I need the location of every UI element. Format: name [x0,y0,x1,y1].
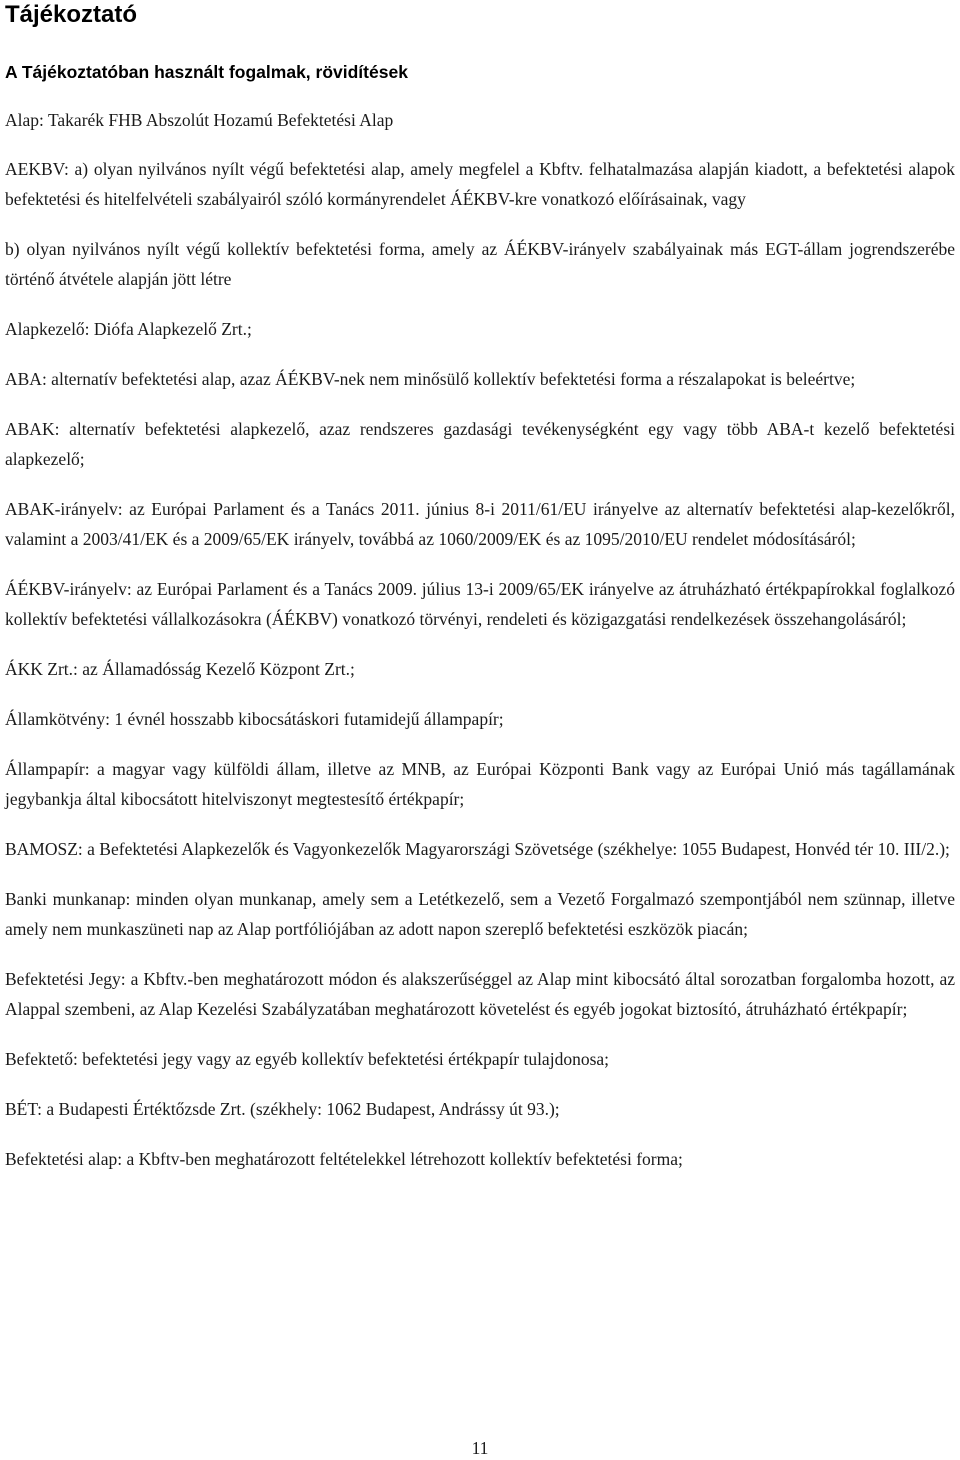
definition-banki-munkanap: Banki munkanap: minden olyan munkanap, amely sem a Letétkezelő, sem a Vezető Forgalmazó szempontjából nem szünnap, illetve amely nem munkaszüneti nap az Alap portfóliójában az adott napon szereplő befektetési eszközök piacán; [5,889,955,939]
definition-aekbv-b: b) olyan nyilvános nyílt végű kollektív befektetési forma, amely az ÁÉKBV-irányelv szabályainak más EGT-állam jogrendszerébe történő átvétele alapján jött létre [5,239,955,289]
definition-allamkotveny: Államkötvény: 1 évnél hosszabb kibocsátáskori futamidejű állampapír; [5,709,504,729]
definition-befekteto: Befektető: befektetési jegy vagy az egyéb kollektív befektetési értékpapír tulajdonosa; [5,1049,610,1069]
document-title: Tájékoztató [5,1,138,28]
page-number: 11 [471,1438,489,1458]
definition-aekbv: AEKBV: a) olyan nyilvános nyílt végű befektetési alap, amely megfelel a Kbftv. felhatalmazása alapján kiadott, a befektetési alapok befektetési és hitelfelvételi szabályairól szóló kormányrendelet ÁÉKBV-kre vonatkozó előírásainak, vagy [5,159,955,209]
definition-alapkezelo: Alapkezelő: Diófa Alapkezelő Zrt.; [5,319,252,339]
definition-abak-iranyelv: ABAK-irányelv: az Európai Parlament és a Tanács 2011. június 8-i 2011/61/EU irányelve az alternatív befektetési alap-kezelőkről, valamint a 2003/41/EK és a 2009/65/EK irányelv, továbbá az 1060/2009/EK és az 1095/2010/EU rendelet módosításáról; [5,499,955,549]
definition-befektetesi-jegy: Befektetési Jegy: a Kbftv.-ben meghatározott módon és alakszerűséggel az Alap mint kibocsátó által sorozatban forgalomba hozott, az Alappal szembeni, az Alap Kezelési Szabályzatában meghatározott követelést és egyéb jogokat biztosító, átruházható értékpapír; [5,969,955,1019]
document-page [5,0,955,1174]
definition-abak: ABAK: alternatív befektetési alapkezelő, azaz rendszeres gazdasági tevékenységként egy vagy több ABA-t kezelő befektetési alapkezelő; [5,419,955,469]
definition-bet: BÉT: a Budapesti Értéktőzsde Zrt. (székhely: 1062 Budapest, Andrássy út 93.); [5,1099,560,1119]
definition-alap: Alap: Takarék FHB Abszolút Hozamú Befektetési Alap [5,110,394,130]
definition-befektetesi-alap: Befektetési alap: a Kbftv-ben meghatározott feltételekkel létrehozott kollektív befektetési forma; [5,1149,683,1169]
definition-allampapir: Állampapír: a magyar vagy külföldi állam, illetve az MNB, az Európai Központi Bank vagy az Európai Unió más tagállamának jegybankja által kibocsátott hitelviszonyt megtestesítő értékpapír; [5,759,955,809]
definition-akk: ÁKK Zrt.: az Államadósság Kezelő Központ Zrt.; [5,659,355,679]
definition-bamosz: BAMOSZ: a Befektetési Alapkezelők és Vagyonkezelők Magyarországi Szövetsége (székhelye: 1055 Budapest, Honvéd tér 10. III/2.); [5,839,950,859]
definition-aba: ABA: alternatív befektetési alap, azaz ÁÉKBV-nek nem minősülő kollektív befektetési forma a részalapokat is beleértve; [5,369,856,389]
section-heading: A Tájékoztatóban használt fogalmak, rövidítések [5,62,408,82]
definition-aekbv-iranyelv: ÁÉKBV-irányelv: az Európai Parlament és a Tanács 2009. július 13-i 2009/65/EK irányelve az átruházható értékpapírokkal foglalkozó kollektív befektetési vállalkozásokra (ÁÉKBV) vonatkozó törvényi, rendeleti és közigazgatási rendelkezések összehangolásáról; [5,579,955,629]
